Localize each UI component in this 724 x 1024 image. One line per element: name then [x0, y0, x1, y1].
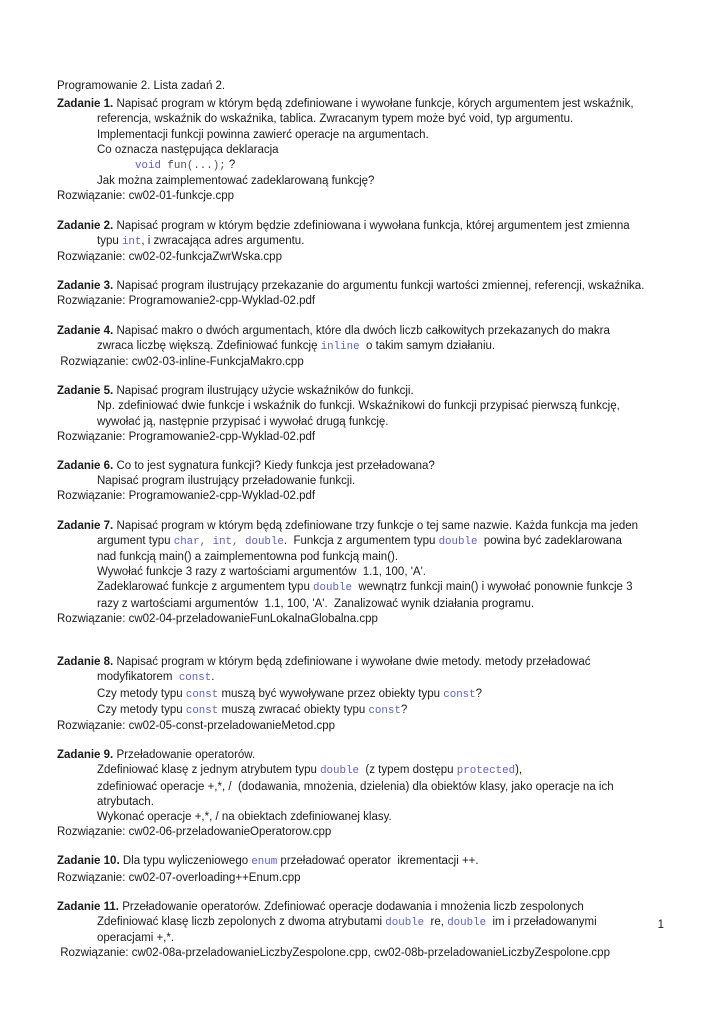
code-token: enum: [251, 856, 278, 869]
text-segment: Co to jest sygnatura funkcji? Kiedy funkcja jest przeładowana?: [113, 460, 435, 473]
text-line: [57, 143, 671, 158]
text-segment: Przeładowanie operatorów.: [113, 749, 256, 762]
text-line: [57, 763, 671, 779]
text-segment: Implementacji funkcji powinna zawierć operacje na argumentach.: [97, 128, 429, 141]
text-segment: Np. zdefiniować dwie funkcje i wskaźnik do funkcji. Wskaźnikowi do funkcji przypisać pierwszą funkcję,: [97, 400, 620, 413]
sections-container: [57, 97, 671, 961]
text-line: [57, 384, 671, 399]
text-segment: , i zwracająca adres argumentu.: [141, 234, 305, 247]
text-segment: Zadanie 2.: [57, 219, 114, 232]
text-segment: Zadanie 1.: [57, 98, 114, 111]
text-line: [57, 900, 671, 915]
text-segment: Rozwiązanie: cw02-01-funkcje.cpp: [57, 190, 235, 203]
text-segment: razy z wartościami argumentów 1.1, 100, 'A'. Zanalizować wynik działania programu.: [97, 597, 535, 610]
text-segment: przeładować operator ikrementacji ++.: [277, 855, 479, 868]
text-line: [57, 931, 671, 946]
code-token: const: [178, 672, 212, 685]
text-segment: wywołać ją, następnie przypisać i wywołać drugą funkcję.: [97, 415, 389, 428]
text-segment: Zadanie 11.: [57, 900, 120, 913]
text-line: [57, 580, 671, 596]
zadanie-3: [57, 279, 671, 309]
text-segment: Rozwiązanie: Programowanie2-cpp-Wyklad-02.pdf: [57, 430, 316, 443]
text-line: [57, 565, 671, 580]
text-segment: Rozwiązanie: cw02-08a-przeladowanieLiczbyZespolone.cpp, cw02-08b-przeladowanieLiczbyZespolone.cpp: [57, 947, 610, 960]
zadanie-2: [57, 219, 671, 266]
text-line: [57, 355, 671, 370]
text-segment: Rozwiązanie: Programowanie2-cpp-Wyklad-02.pdf: [57, 295, 316, 308]
text-line: [57, 324, 671, 339]
text-line: [57, 489, 671, 504]
code-token: fun(...);: [160, 160, 226, 173]
text-line: [57, 810, 671, 825]
text-segment: Zadanie 5.: [57, 385, 114, 398]
text-segment: Przeładowanie operatorów. Zdefiniować operacje dodawania i mnożenia liczb zespolonych: [119, 900, 584, 913]
text-line: [57, 612, 671, 627]
text-segment: Rozwiązanie: cw02-06-przeladowanieOperatorow.cpp: [57, 826, 332, 839]
text-segment: Rozwiązanie: cw02-04-przeladowanieFunLokalnaGlobalna.cpp: [57, 612, 378, 625]
text-segment: Napisać makro o dwóch argumentach, które dla dwóch liczb całkowitych przekazanych do makra: [113, 324, 610, 337]
text-line: [57, 112, 671, 127]
zadanie-6: [57, 459, 671, 505]
code-token: protected: [456, 765, 516, 778]
text-segment: Zadeklarować funkcje z argumentem typu: [97, 581, 314, 594]
text-segment: Co oznacza następująca deklaracja: [97, 143, 279, 156]
text-line: [57, 219, 671, 234]
text-line: [57, 854, 671, 870]
text-segment: Zdefiniować klasę liczb zepolonych z dwoma atrybutami: [97, 915, 386, 928]
text-segment: Jak można zaimplementować zadeklarowaną funkcję?: [97, 175, 375, 188]
text-segment: Czy metody typu: [97, 703, 186, 716]
text-segment: Zadanie 9.: [57, 749, 114, 762]
text-segment: zdefiniować operacje +,*, / (dodawania, mnożenia, dzielenia) dla obiektów klasy, jako operacje na ich: [97, 780, 614, 793]
text-segment: muszą być wywoływane przez obiekty typu: [218, 687, 444, 700]
code-token: const: [185, 688, 219, 701]
code-token: const: [185, 704, 219, 717]
text-segment: powina być zadeklarowana: [477, 534, 622, 547]
text-segment: referencja, wskaźnik do wskaźnika, tablica. Zwracanym typem może być void, typ argumentu.: [97, 113, 574, 126]
text-line: [57, 915, 671, 931]
text-segment: Zdefiniować klasę z jednym atrybutem typu: [97, 764, 321, 777]
text-line: [57, 519, 671, 534]
text-segment: modyfikatorem: [97, 671, 179, 684]
text-line: [57, 780, 671, 795]
text-line: [57, 534, 671, 550]
code-token: void: [135, 160, 161, 173]
text-line: [57, 128, 671, 143]
text-line: [57, 294, 671, 309]
text-segment: ?: [400, 703, 408, 716]
text-line: [57, 748, 671, 763]
code-token: inline: [320, 340, 360, 353]
code-token: double: [385, 916, 425, 929]
text-segment: Zadanie 8.: [57, 656, 114, 669]
code-token: double: [438, 535, 478, 548]
text-segment: re,: [424, 915, 448, 928]
text-segment: Zadanie 10.: [57, 855, 120, 868]
text-segment: argument typu: [97, 534, 174, 547]
code-token: double: [447, 916, 487, 929]
text-segment: Dla typu wyliczeniowego: [119, 855, 252, 868]
page-title: Programowanie 2. Lista zadań 2.: [57, 80, 226, 92]
text-line: [57, 339, 671, 355]
text-segment: Rozwiązanie: cw02-02-funkcjaZwrWska.cpp: [57, 251, 282, 264]
text-segment: Napisać program w którym będzie zdefiniowana i wywołana funkcja, której argumentem jest zmienna: [113, 219, 630, 232]
text-segment: typu: [97, 234, 122, 247]
text-line: [57, 719, 671, 734]
text-line: [57, 430, 671, 445]
text-segment: Rozwiązanie: cw02-03-inline-FunkcjaMakro.cpp: [57, 356, 304, 369]
text-segment: Rozwiązanie: cw02-05-const-przeladowanieMetod.cpp: [57, 719, 336, 732]
text-line: [57, 234, 671, 250]
text-line: [57, 189, 671, 204]
text-segment: Rozwiązanie: cw02-07-overloading++Enum.cpp: [57, 871, 301, 884]
text-segment: nad funkcją main() a zaimplementowna pod funkcją main().: [97, 551, 399, 564]
code-token: double: [320, 765, 359, 778]
zadanie-5: [57, 384, 671, 445]
page-number: 1: [657, 919, 664, 931]
text-segment: Wykonać operacje +,*, / na obiektach zdefiniowanej klasy.: [97, 810, 392, 823]
text-segment: wewnątrz funkcji main() i wywołać ponownie funkcje 3: [351, 581, 633, 594]
text-line: [57, 399, 671, 414]
text-segment: ?: [475, 687, 483, 700]
zadanie-4: [57, 324, 671, 371]
text-segment: Wywołać funkcje 3 razy z wartościami argumentów 1.1, 100, 'A'.: [97, 566, 426, 579]
text-segment: Napisać program w którym będą zdefiniowane trzy funkcje o tej same nazwie. Każda funkcja ma jeden: [113, 519, 639, 532]
text-segment: o takim samym działaniu.: [359, 339, 496, 352]
document-body: [57, 79, 671, 962]
text-segment: Zadanie 6.: [57, 460, 114, 473]
text-line: [57, 415, 671, 430]
code-token: int: [121, 235, 142, 248]
text-segment: im i przeładowanymi: [486, 915, 597, 928]
text-segment: Czy metody typu: [97, 687, 186, 700]
text-line: [57, 97, 671, 112]
code-token: double: [313, 582, 352, 595]
text-line: [57, 670, 671, 686]
text-line: [57, 871, 671, 886]
text-line: [57, 597, 671, 612]
text-segment: (z typem dostępu: [358, 764, 457, 777]
zadanie-10: [57, 854, 671, 885]
text-segment: Rozwiązanie: Programowanie2-cpp-Wyklad-02.pdf: [57, 490, 316, 503]
text-segment: zwraca liczbę większą. Zdefiniować funkcję: [97, 339, 321, 352]
text-line: [57, 250, 671, 265]
text-line: [57, 550, 671, 565]
text-line: [57, 795, 671, 810]
text-segment: . Funkcja z argumentem typu: [283, 534, 439, 547]
text-segment: Napisać program w którym będą zdefiniowane i wywołane funkcje, kórych argumentem jest wskaźnik,: [113, 98, 634, 111]
text-segment: Zadanie 4.: [57, 324, 114, 337]
text-line: [57, 158, 671, 174]
text-segment: muszą zwracać obiekty typu: [218, 703, 369, 716]
text-segment: Napisać program w którym będą zdefiniowane i wywołane dwie metody. metody przeładować: [113, 656, 591, 669]
text-segment: ),: [515, 764, 523, 777]
text-line: [57, 825, 671, 840]
text-segment: Napisać program ilustrujący użycie wskaźników do funkcji.: [113, 385, 414, 398]
text-segment: Zadanie 7.: [57, 519, 114, 532]
zadanie-8: [57, 655, 671, 734]
text-segment: Zadanie 3.: [57, 280, 114, 293]
text-line: [57, 703, 671, 719]
text-line: [57, 174, 671, 189]
text-line: [57, 279, 671, 294]
text-line: [57, 687, 671, 703]
code-token: char, int, double: [173, 535, 284, 548]
text-line: [57, 655, 671, 670]
text-segment: Napisać program ilustrujący przekazanie do argumentu funkcji wartości zmiennej, referencji, wskaźnika.: [113, 280, 645, 293]
text-line: [57, 946, 671, 961]
text-segment: atrybutach.: [97, 795, 154, 808]
code-token: const: [443, 688, 476, 701]
text-segment: ?: [225, 159, 236, 172]
text-line: [57, 459, 671, 474]
text-segment: .: [211, 671, 215, 684]
code-token: const: [368, 704, 401, 717]
zadanie-11: [57, 900, 671, 962]
zadanie-7: [57, 519, 671, 627]
zadanie-9: [57, 748, 671, 840]
text-segment: operacjami +,*.: [97, 932, 175, 945]
text-line: [57, 474, 671, 489]
text-segment: Napisać program ilustrujący przeładowanie funkcji.: [97, 475, 356, 488]
zadanie-1: [57, 97, 671, 204]
